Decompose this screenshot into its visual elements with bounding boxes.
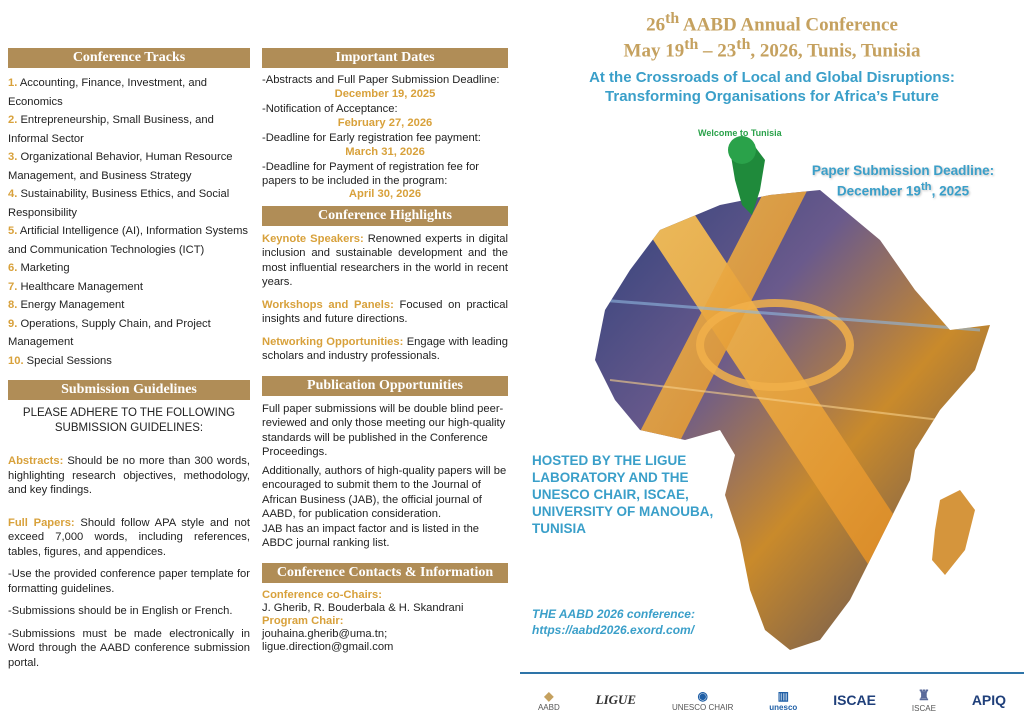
template-guideline: -Use the provided conference paper template for formatting guidelines.	[8, 568, 250, 595]
logo-label: APIQ	[971, 692, 1007, 708]
papers-label: Full Papers:	[8, 516, 75, 529]
iscae-crest-logo: ♜ ISCAE	[911, 687, 936, 713]
logo-label: UNESCO CHAIR	[672, 702, 734, 712]
deadline-label: Paper Submission Deadline:	[811, 163, 995, 178]
date-label: -Abstracts and Full Paper Submission Deadline:	[262, 74, 500, 86]
date-value: February 27, 2026	[337, 116, 433, 129]
date-item	[262, 103, 508, 130]
unesco-logo: ▥ unesco	[769, 688, 798, 712]
divider	[520, 672, 1024, 674]
deadline-sup: th	[920, 181, 932, 193]
website-label: THE AABD 2026 conference:	[532, 607, 695, 621]
track-number: 2.	[8, 114, 18, 126]
email-link[interactable]: ligue.direction@gmail.com	[262, 640, 394, 653]
abstracts-guideline	[8, 454, 250, 498]
welcome-text: Welcome to Tunisia	[698, 128, 782, 138]
track-text: Operations, Supply Chain, and Project Management	[8, 317, 211, 348]
conference-theme	[520, 68, 1024, 106]
dates-location: , 2026, Tunis, Tunisia	[750, 40, 921, 62]
list-item	[8, 296, 250, 315]
publication-heading: Publication Opportunities	[262, 376, 508, 396]
track-number: 7.	[8, 280, 18, 293]
date-value: April 30, 2026	[348, 188, 422, 200]
list-item	[8, 315, 250, 352]
networking-text: Engage with leading scholars and industry professionals.	[262, 335, 508, 362]
title-sup: th	[665, 10, 680, 27]
date-label: -Deadline for Early registration fee payment:	[262, 132, 481, 144]
date-value: December 19, 2025	[334, 87, 436, 100]
abstracts-label: Abstracts:	[8, 455, 64, 467]
apiq-logo	[972, 692, 1006, 708]
cochairs-label: Conference co-Chairs:	[262, 588, 382, 601]
track-text: Sustainability, Business Ethics, and Social Responsibility	[8, 188, 230, 219]
conference-dates	[520, 36, 1024, 62]
list-item	[8, 111, 250, 148]
logo-label: unesco	[769, 702, 798, 712]
electronic-guideline: -Submissions must be made electronically in Word through the AABD conference submission portal.	[8, 627, 250, 669]
deadline-day: December 19	[836, 183, 921, 199]
networking-highlight	[262, 335, 508, 364]
date-item	[262, 74, 508, 101]
middle-column	[262, 48, 508, 654]
title-number: 26	[646, 14, 666, 36]
track-number: 1.	[8, 77, 18, 89]
logo-label: AABD	[537, 702, 560, 712]
workshops-text: Focused on practical insights and future directions.	[262, 298, 508, 325]
dates-sup: th	[684, 36, 699, 53]
host-statement: HOSTED BY THE LIGUE LABORATORY AND THE UNESCO CHAIR, ISCAE, UNIVERSITY OF MANOUBA, TUNISIA	[532, 453, 714, 536]
tracks-heading: Conference Tracks	[8, 48, 250, 68]
list-item	[8, 148, 250, 185]
publication-p2: Additionally, authors of high-quality papers will be encouraged to submit them to the Journal of African Business (JAB), the official journal of AABD, for publication consideration.	[262, 464, 507, 520]
keynote-highlight	[262, 232, 508, 290]
theme-line: Transforming Organisations for Africa’s Future	[605, 88, 939, 105]
unesco-chair-logo: ◉ UNESCO CHAIR	[672, 688, 734, 712]
date-label: -Notification of Acceptance:	[262, 103, 398, 115]
date-item	[262, 161, 508, 202]
ligue-logo	[596, 692, 636, 708]
contacts-heading: Conference Contacts & Information	[262, 563, 508, 583]
workshops-highlight	[262, 298, 508, 327]
partner-logos	[520, 680, 1024, 720]
track-number: 10.	[8, 354, 24, 367]
track-number: 9.	[8, 317, 18, 330]
track-text: Entrepreneurship, Small Business, and Informal Sector	[8, 114, 214, 145]
guidelines-intro: PLEASE ADHERE TO THE FOLLOWING SUBMISSION GUIDELINES:	[22, 407, 236, 434]
deadline-year: , 2025	[931, 183, 970, 199]
date-label: -Deadline for Payment of registration fee for papers to be included in the program:	[262, 161, 480, 187]
deadline-date	[798, 179, 1008, 200]
publication-p3: JAB has an impact factor and is listed in the ABDC journal ranking list.	[262, 522, 480, 549]
date-value: March 31, 2026	[345, 145, 425, 158]
dates-heading: Important Dates	[262, 48, 508, 68]
aabd-logo: ◆ AABD	[537, 688, 560, 712]
track-text: Marketing	[20, 262, 70, 274]
iscae-logo	[833, 692, 876, 708]
logo-label: LIGUE	[595, 692, 637, 707]
list-item	[8, 222, 250, 259]
track-number: 6.	[8, 262, 18, 274]
abstracts-text: Should be no more than 300 words, highlighting research objectives, methodology, and key findings.	[8, 455, 250, 496]
guidelines-heading: Submission Guidelines	[8, 380, 250, 400]
language-guideline: -Submissions should be in English or French.	[8, 605, 233, 617]
keynote-text: Renowned experts in digital inclusion and sustainable development and the most influential researchers in the world in recent years.	[262, 232, 508, 288]
track-number: 4.	[8, 188, 18, 200]
dates-start: May 19	[623, 40, 685, 62]
dates-sup: th	[736, 36, 751, 53]
cochairs-names: J. Gherib, R. Bouderbala & H. Skandrani	[262, 601, 464, 614]
submission-deadline	[798, 162, 1008, 200]
website-link[interactable]: https://aabd2026.exord.com/	[532, 623, 695, 637]
logo-label: ISCAE	[911, 704, 936, 713]
left-column	[8, 48, 250, 678]
workshops-label: Workshops and Panels:	[262, 298, 394, 311]
papers-text: Should follow APA style and not exceed 7,000 words, including references, tables, figures, and appendices.	[8, 516, 250, 558]
papers-guideline	[8, 516, 250, 560]
hero-panel	[520, 0, 1024, 725]
publication-p1: Full paper submissions will be double blind peer-reviewed and only those meeting our high-quality standards will be published in the Conference Proceedings.	[262, 402, 506, 458]
list-item	[8, 278, 250, 297]
email-link[interactable]: jouhaina.gherib@uma.tn;	[262, 627, 388, 640]
list-item	[8, 74, 250, 111]
theme-line: At the Crossroads of Local and Global Disruptions:	[589, 69, 955, 86]
track-number: 5.	[8, 225, 18, 237]
title-rest: AABD Annual Conference	[679, 14, 898, 36]
list-item	[8, 185, 250, 222]
logo-label: ISCAE	[833, 692, 876, 708]
track-text: Energy Management	[20, 299, 125, 311]
track-text: Accounting, Finance, Investment, and Economics	[8, 77, 208, 108]
list-item	[8, 259, 250, 278]
track-number: 3.	[8, 151, 18, 163]
networking-label: Networking Opportunities:	[262, 335, 404, 348]
track-text: Organizational Behavior, Human Resource Management, and Business Strategy	[8, 151, 233, 182]
conference-website	[532, 606, 832, 638]
date-item	[262, 132, 508, 159]
track-text: Artificial Intelligence (AI), Information Systems and Communication Technologies (ICT)	[8, 225, 249, 256]
highlights-heading: Conference Highlights	[262, 206, 508, 226]
program-chair-label: Program Chair:	[262, 614, 344, 627]
track-text: Healthcare Management	[20, 280, 143, 293]
dates-end: – 23	[698, 40, 737, 62]
tracks-list	[8, 74, 250, 370]
list-item	[8, 352, 250, 371]
track-text: Special Sessions	[26, 354, 112, 367]
keynote-label: Keynote Speakers:	[262, 232, 364, 245]
conference-title	[520, 10, 1024, 36]
track-number: 8.	[8, 299, 18, 311]
